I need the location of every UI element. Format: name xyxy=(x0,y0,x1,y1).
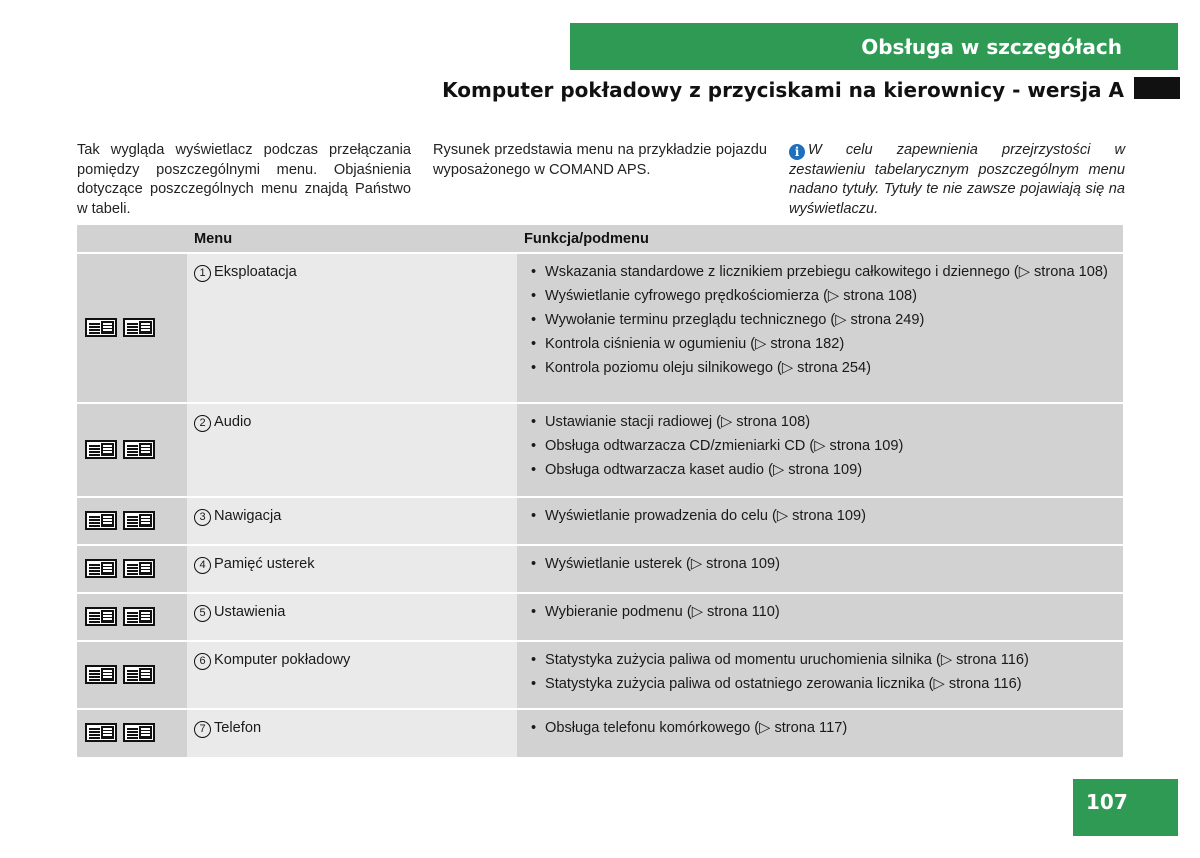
function-list xyxy=(524,507,1116,526)
table-row xyxy=(77,403,1123,497)
function-item: • Ustawianie stacji radiowej (▷ strona 108) xyxy=(524,413,1116,432)
row-function-cell xyxy=(517,709,1123,758)
page-subtitle: Komputer pokładowy z przyciskami na kierownicy - wersja A xyxy=(442,78,1124,102)
row-menu-cell xyxy=(187,253,517,403)
table-row xyxy=(77,593,1123,641)
row-menu-cell xyxy=(187,593,517,641)
menu-label: Telefon xyxy=(214,720,262,736)
item-number-badge: 5 xyxy=(194,605,211,622)
function-item: • Wyświetlanie cyfrowego prędkościomierza (▷ strona 108) xyxy=(524,287,1116,306)
display-icon xyxy=(123,511,155,530)
item-number-badge: 6 xyxy=(194,653,211,670)
display-icon xyxy=(123,607,155,626)
function-list xyxy=(524,719,1116,738)
item-number-badge: 4 xyxy=(194,557,211,574)
function-list xyxy=(524,555,1116,574)
info-note xyxy=(789,141,1125,219)
table-row xyxy=(77,709,1123,758)
info-note-text: W celu zapewnienia przejrzystości w zestawieniu tabelarycznym poszczególnym menu nadano tytuły. Tytuły te nie zawsze pojawiają się na wyświetlaczu. xyxy=(789,142,1125,217)
section-banner xyxy=(570,23,1178,70)
function-item: • Obsługa odtwarzacza CD/zmieniarki CD (▷ strona 109) xyxy=(524,437,1116,456)
menu-label: Eksploatacja xyxy=(214,264,297,280)
function-list xyxy=(524,413,1116,480)
row-function-cell xyxy=(517,497,1123,545)
display-icon xyxy=(85,559,117,578)
display-icon xyxy=(85,440,117,459)
header-menu: Menu xyxy=(187,225,517,253)
page-number: 107 xyxy=(1073,779,1178,836)
table-row xyxy=(77,253,1123,403)
row-menu-cell xyxy=(187,545,517,593)
item-number-badge: 1 xyxy=(194,265,211,282)
row-menu-cell xyxy=(187,497,517,545)
row-menu-cell xyxy=(187,641,517,709)
row-function-cell xyxy=(517,593,1123,641)
row-menu-cell xyxy=(187,709,517,758)
row-icons-cell xyxy=(77,403,187,497)
menu-table xyxy=(77,225,1123,759)
menu-label: Ustawienia xyxy=(214,604,286,620)
section-title: Obsługa w szczegółach xyxy=(861,34,1122,59)
function-item: • Wyświetlanie usterek (▷ strona 109) xyxy=(524,555,1116,574)
row-function-cell xyxy=(517,641,1123,709)
function-item: • Statystyka zużycia paliwa od ostatniego zerowania licznika (▷ strona 116) xyxy=(524,675,1116,694)
display-icon xyxy=(123,440,155,459)
menu-label: Nawigacja xyxy=(214,508,282,524)
intro-paragraph-2: Rysunek przedstawia menu na przykładzie pojazdu wyposażonego w COMAND APS. xyxy=(433,142,767,178)
item-number-badge: 3 xyxy=(194,509,211,526)
display-icon xyxy=(85,665,117,684)
display-icon xyxy=(123,665,155,684)
function-item: • Obsługa odtwarzacza kaset audio (▷ strona 109) xyxy=(524,461,1116,480)
table-header-row xyxy=(77,225,1123,253)
function-item: • Wyświetlanie prowadzenia do celu (▷ strona 109) xyxy=(524,507,1116,526)
item-number-badge: 7 xyxy=(194,721,211,738)
item-number-badge: 2 xyxy=(194,415,211,432)
header-icons xyxy=(77,225,187,253)
table-row xyxy=(77,497,1123,545)
function-item: • Wskazania standardowe z licznikiem przebiegu całkowitego i dziennego (▷ strona 108) xyxy=(524,263,1116,282)
row-function-cell xyxy=(517,253,1123,403)
row-icons-cell xyxy=(77,253,187,403)
display-icon xyxy=(123,318,155,337)
table-body xyxy=(77,253,1123,758)
header-function: Funkcja/podmenu xyxy=(517,225,1123,253)
row-menu-cell xyxy=(187,403,517,497)
menu-label: Pamięć usterek xyxy=(214,556,315,572)
function-item: • Kontrola poziomu oleju silnikowego (▷ strona 254) xyxy=(524,359,1116,378)
function-item: • Wywołanie terminu przeglądu technicznego (▷ strona 249) xyxy=(524,311,1116,330)
menu-label: Audio xyxy=(214,414,252,430)
row-icons-cell xyxy=(77,545,187,593)
display-icon xyxy=(85,318,117,337)
display-icon xyxy=(123,723,155,742)
function-list xyxy=(524,263,1116,378)
row-icons-cell xyxy=(77,641,187,709)
display-icon xyxy=(85,607,117,626)
function-item: • Kontrola ciśnienia w ogumieniu (▷ strona 182) xyxy=(524,335,1116,354)
row-function-cell xyxy=(517,403,1123,497)
function-list xyxy=(524,603,1116,622)
info-icon: i xyxy=(789,144,805,160)
function-item: • Statystyka zużycia paliwa od momentu uruchomienia silnika (▷ strona 116) xyxy=(524,651,1116,670)
menu-label: Komputer pokładowy xyxy=(214,652,351,668)
thumb-tab-marker xyxy=(1134,77,1180,99)
row-icons-cell xyxy=(77,497,187,545)
function-item: • Obsługa telefonu komórkowego (▷ strona 117) xyxy=(524,719,1116,738)
row-icons-cell xyxy=(77,709,187,758)
function-item: • Wybieranie podmenu (▷ strona 110) xyxy=(524,603,1116,622)
row-icons-cell xyxy=(77,593,187,641)
display-icon xyxy=(85,723,117,742)
intro-paragraph-1: Tak wygląda wyświetlacz podczas przełączania pomiędzy poszczególnymi menu. Objaśnienia dotyczące poszczególnych menu znajdą Państwo w tabeli. xyxy=(77,142,411,217)
function-list xyxy=(524,651,1116,694)
display-icon xyxy=(85,511,117,530)
row-function-cell xyxy=(517,545,1123,593)
table-row xyxy=(77,545,1123,593)
table-row xyxy=(77,641,1123,709)
display-icon xyxy=(123,559,155,578)
